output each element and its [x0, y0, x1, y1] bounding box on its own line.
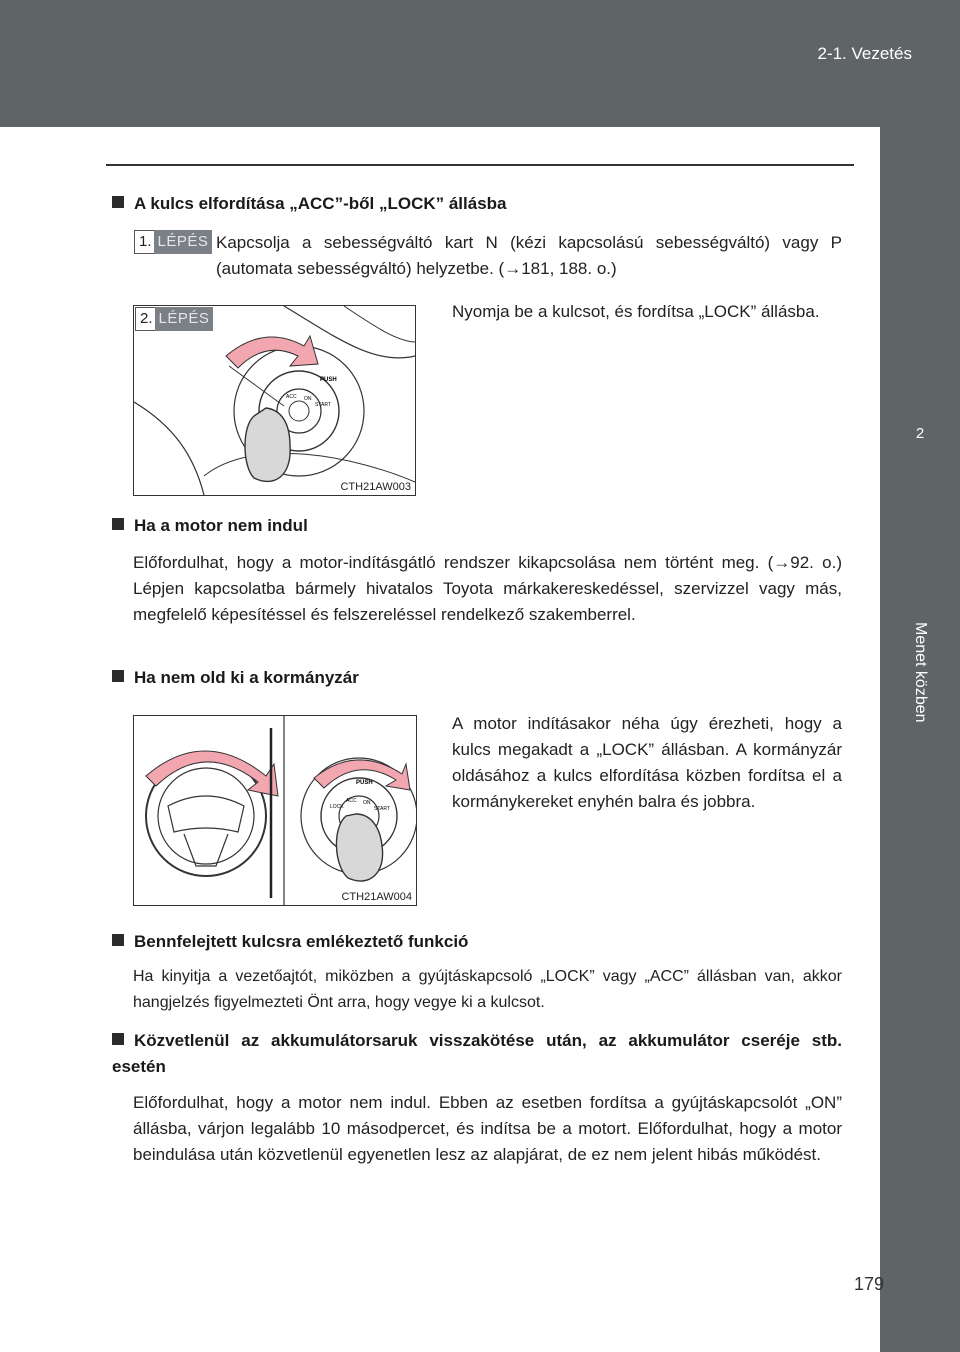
steering-illustration [134, 716, 416, 905]
section-heading-key-reminder: Bennfelejtett kulcsra emlékeztető funkció [112, 932, 468, 952]
svg-text:PUSH: PUSH [320, 377, 337, 383]
svg-text:PUSH: PUSH [356, 780, 373, 786]
battery-text: Előfordulhat, hogy a motor nem indul. Ebben az esetben fordítsa a gyújtáskapcsolót „ON” állásba, várjon legalább 10 másodpercet, és indítsa be a motort. Előfordulhat, hogy a motor beindulása után közvetlenül egyenetlen lesz az alapjárat, de ez nem jelent hibás működést. [133, 1093, 842, 1164]
steering-lock-text: A motor indításakor néha úgy érezheti, hogy a kulcs megakadt a „LOCK” állásban. A kormányzár oldásához a kulcs elfordítása közben fordítsa el a kormánykereket enyhén balra és jobbra. [452, 714, 842, 811]
svg-text:ACC: ACC [346, 798, 357, 804]
section-number: 2 [915, 425, 925, 442]
section-heading-engine-not-start: Ha a motor nem indul [112, 516, 308, 536]
step-badge-1: 1. LÉPÉS [134, 230, 212, 254]
page-number: 179 [853, 1274, 884, 1294]
header-rule [106, 164, 854, 166]
figure-code: CTH21AW003 [340, 481, 411, 493]
chapter-title: 2-1. Vezetés [817, 44, 912, 63]
step-badge-2: 2. LÉPÉS [135, 307, 213, 331]
section-tab [880, 127, 960, 1352]
step-2-text: Nyomja be a kulcsot, és fordítsa „LOCK” állásba. [452, 302, 820, 321]
figure-ignition-lock [133, 305, 416, 496]
key-reminder-text: Ha kinyitja a vezetőajtót, miközben a gyújtáskapcsoló „LOCK” vagy „ACC” állásban van, akkor hangjelzés figyelmezteti Önt arra, hogy vegye ki a kulcsot. [133, 968, 842, 1011]
svg-text:ON: ON [363, 800, 371, 806]
ignition-illustration [134, 306, 415, 495]
engine-not-start-text: Előfordulhat, hogy a motor-indításgátló rendszer kikapcsolása nem történt meg. (→92. o.) Lépjen kapcsolatba bármely hivatalos Toyota márkakereskedéssel, szervizzel vagy más, megfelelő képesítéssel és felszereléssel rendelkező szakemberrel. [133, 553, 842, 624]
key-icon [245, 408, 290, 481]
step-1-text: Kapcsolja a sebességváltó kart N (kézi kapcsolású sebességváltó) vagy P (automata sebességváltó) helyzetbe. (→181, 188. o.) [216, 233, 842, 278]
section-title: Menet közben [912, 622, 929, 723]
figure-steering-lock [133, 715, 417, 906]
key-icon [336, 814, 382, 881]
section-heading-battery: Közvetlenül az akkumulátorsaruk visszakötése után, az akkumulátor cseréje stb. esetén [112, 1031, 842, 1076]
svg-text:START: START [374, 806, 390, 812]
section-heading-steering-lock: Ha nem old ki a kormányzár [112, 668, 359, 688]
svg-text:START: START [315, 402, 331, 408]
header-band [0, 0, 960, 127]
svg-text:ON: ON [304, 396, 312, 402]
figure-code: CTH21AW004 [341, 891, 412, 903]
section-heading-key-turn: A kulcs elfordítása „ACC”-ből „LOCK” állásba [112, 194, 507, 214]
svg-text:LOCK: LOCK [330, 804, 344, 810]
svg-text:ACC: ACC [286, 394, 297, 400]
